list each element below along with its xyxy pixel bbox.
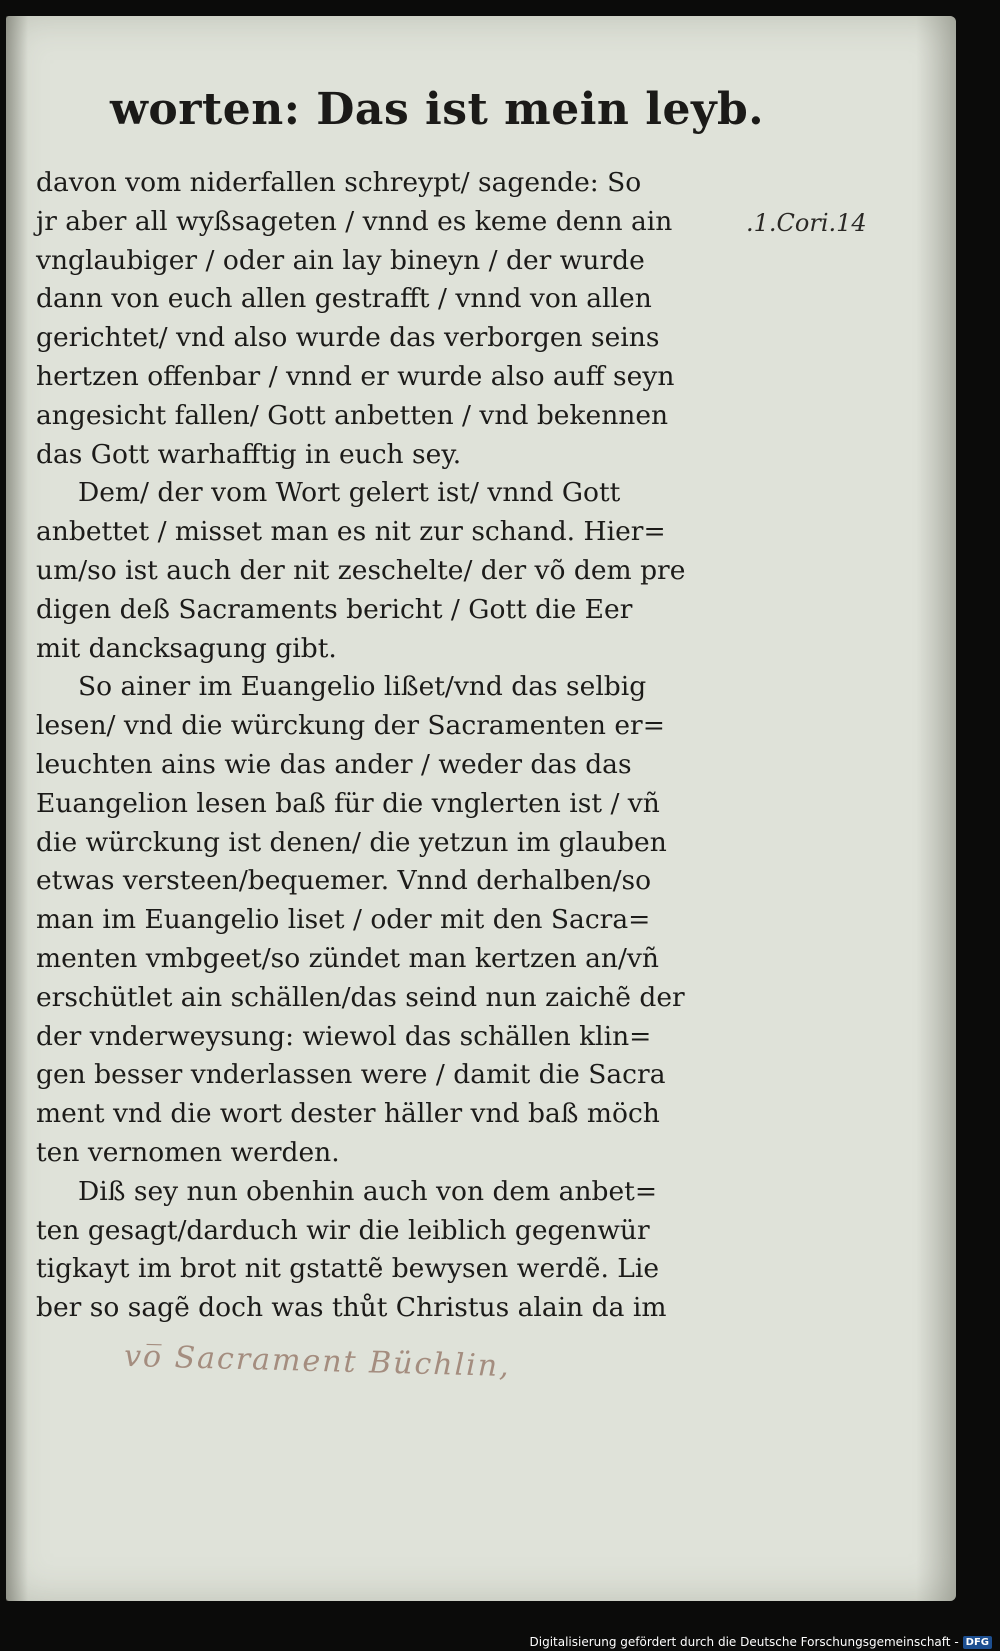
text-line: anbettet / misset man es nit zur schand. Hier= xyxy=(36,516,666,548)
marginal-note: .1.Cori.14 xyxy=(746,209,867,237)
gutter-shadow xyxy=(6,16,28,1601)
text-line: Diß sey nun obenhin auch von dem anbet= xyxy=(78,1175,658,1207)
text-line: man im Euangelio liset / oder mit den Sacra= xyxy=(36,904,651,936)
text-line: die würckung ist denen/ die yetzun im glauben xyxy=(36,826,667,858)
text-line: etwas versteen/bequemer. Vnnd derhalben/so xyxy=(36,865,652,897)
text-line: dann von euch allen gestrafft / vnnd von allen xyxy=(36,283,652,315)
text-line: das Gott warhafftig in euch sey. xyxy=(36,438,462,470)
text-line: um/so ist auch der nit zeschelte/ der võ dem pre xyxy=(36,554,686,586)
text-line: Dem/ der vom Wort gelert ist/ vnnd Gott xyxy=(78,477,621,509)
text-block xyxy=(36,164,736,1328)
text-line: vnglaubiger / oder ain lay bineyn / der wurde xyxy=(36,244,645,276)
text-line: ment vnd die wort dester häller vnd baß möch xyxy=(36,1098,660,1130)
text-line: mit dancksagung gibt. xyxy=(36,632,337,664)
text-line: So ainer im Euangelio lißet/vnd das selbig xyxy=(78,671,647,703)
text-line: gerichtet/ vnd also wurde das verborgen seins xyxy=(36,322,660,354)
text-line: tigkayt im brot nit gstattẽ bewysen werdẽ. Lie xyxy=(36,1253,660,1285)
text-line: angesicht fallen/ Gott anbetten / vnd bekennen xyxy=(36,399,669,431)
text-line: menten vmbgeet/so zündet man kertzen an/vñ xyxy=(36,942,659,974)
text-line: davon vom niderfallen schreypt/ sagende: So xyxy=(36,167,642,198)
text-line: gen besser vnderlassen were / damit die Sacra xyxy=(36,1059,666,1091)
text-line: erschütlet ain schällen/das seind nun zaichẽ der xyxy=(36,981,685,1013)
running-head: worten: Das ist mein leyb. xyxy=(110,84,765,135)
text-line: ten gesagt/darduch wir die leiblich gegenwür xyxy=(36,1214,650,1246)
text-line: lesen/ vnd die würckung der Sacramenten er= xyxy=(36,710,665,742)
text-line: leuchten ains wie das ander / weder das das xyxy=(36,748,632,780)
text-line: ber so sagẽ doch was thůt Christus alain da im xyxy=(36,1292,667,1324)
funding-credit xyxy=(530,1635,993,1649)
fore-edge-shadow xyxy=(916,16,956,1601)
text-line: jr aber all wyßsageten / vnnd es keme denn ain xyxy=(36,205,673,237)
text-line: digen deß Sacraments bericht / Gott die Eer xyxy=(36,593,633,625)
book-page xyxy=(6,16,956,1601)
text-line: ten vernomen werden. xyxy=(36,1136,340,1168)
text-line: hertzen offenbar / vnnd er wurde also auff seyn xyxy=(36,360,675,392)
text-line: der vnderweysung: wiewol das schällen klin= xyxy=(36,1020,652,1052)
funding-credit-text: Digitalisierung gefördert durch die Deutsche Forschungsgemeinschaft - xyxy=(529,1635,959,1649)
handwritten-note: vo̅ Sacrament Büchlin, xyxy=(123,1338,512,1385)
text-line: Euangelion lesen baß für die vnglerten ist / vñ xyxy=(36,787,660,819)
dfg-logo: DFG xyxy=(963,1636,992,1649)
